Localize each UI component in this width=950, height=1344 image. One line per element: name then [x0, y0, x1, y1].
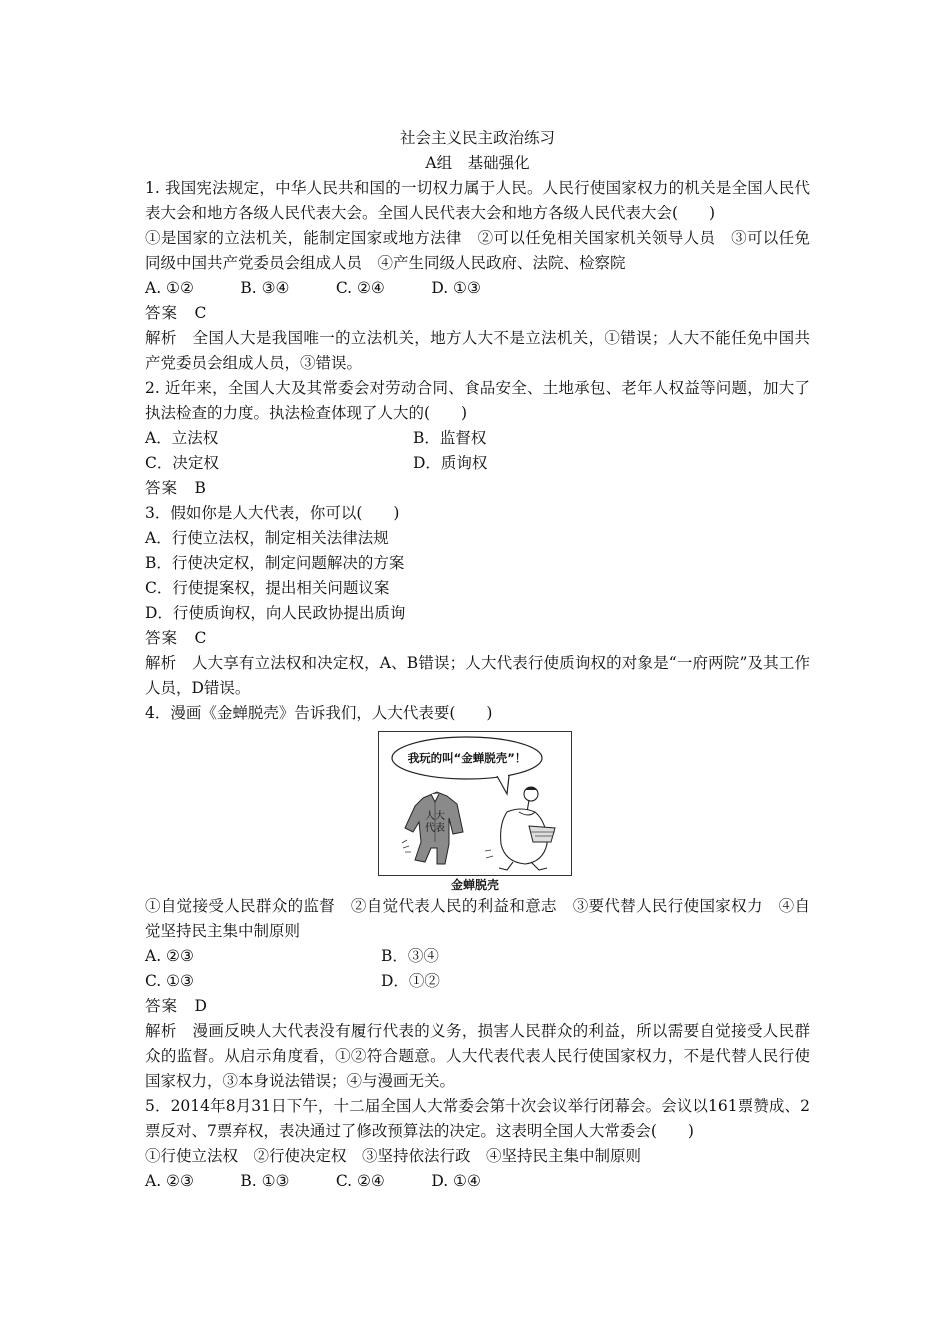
cartoon-caption: 金蝉脱壳 [450, 878, 499, 892]
cartoon-drawing [379, 732, 571, 875]
question-2-option-d: D．质询权 [413, 454, 488, 472]
question-4-option-c: C. ①③ [145, 972, 194, 990]
speech-bubble-text: 我玩的叫“金蝉脱壳”！ [407, 751, 527, 765]
empty-suit [402, 792, 463, 864]
question-4-option-d: D．①② [381, 972, 440, 990]
question-4-options-row-1 [145, 944, 810, 969]
question-3-explanation: 解析 人大享有立法权和决定权，A、B错误；人大代表行使质询权的对象是“一府两院”及其工作人员，D错误。 [145, 654, 810, 697]
question-3-option-d: D．行使质询权，向人民政协提出质询 [145, 604, 406, 622]
question-2-option-b: B．监督权 [413, 429, 487, 447]
question-3-option-b: B．行使决定权，制定问题解决的方案 [145, 554, 405, 572]
question-2-stem: 2. 近年来，全国人大及其常委会对劳动合同、食品安全、土地承包、老年人权益等问题，加大了执法检查的力度。执法检查体现了人大的( ) [145, 379, 810, 422]
speech-bubble-tail [497, 776, 509, 794]
group-title: A组 基础强化 [425, 154, 530, 172]
question-3-stem: 3．假如你是人大代表，你可以( ) [145, 504, 400, 522]
cartoon-frame [378, 731, 572, 876]
running-man [485, 787, 555, 870]
question-2-option-a: A．立法权 [145, 429, 219, 447]
worksheet-page [145, 126, 810, 1194]
question-3-option-c: C．行使提案权，提出相关问题议案 [145, 579, 390, 597]
question-2-option-c: C．决定权 [145, 454, 219, 472]
svg-text:人大: 人大 [425, 811, 445, 822]
question-4-explanation: 解析 漫画反映人大代表没有履行代表的义务，损害人民群众的利益，所以需要自觉接受人民群众的监督。从启示角度看，①②符合题意。人大代表代表人民行使国家权力，不是代替人民行使国家权力，③本身说法错误；④与漫画无关。 [145, 1022, 810, 1090]
question-5-stem: 5．2014年8月31日下午，十二届全国人大常委会第十次会议举行闭幕会。会议以161票赞成、2票反对、7票弃权，表决通过了修改预算法的决定。这表明全国人大常委会( ) [145, 1097, 810, 1140]
question-1-explanation: 解析 全国人大是我国唯一的立法机关，地方人大不是立法机关，①错误；人大不能任免中国共产党委员会组成人员，③错误。 [145, 329, 810, 372]
question-4-option-a: A. ②③ [145, 947, 194, 965]
cartoon-figure [378, 731, 572, 894]
question-5-options: A. ②③ B. ①③ C. ②④ D. ①④ [145, 1172, 481, 1190]
question-4-answer: 答案 D [145, 997, 208, 1015]
svg-text:代表: 代表 [425, 823, 445, 834]
page-title: 社会主义民主政治练习 [399, 129, 555, 147]
question-1-items: ①是国家的立法机关，能制定国家或地方法律 ②可以任免相关国家机关领导人员 ③可以任免同级中国共产党委员会组成人员 ④产生同级人民政府、法院、检察院 [145, 229, 810, 272]
question-5-items: ①行使立法权 ②行使决定权 ③坚持依法行政 ④坚持民主集中制原则 [145, 1147, 642, 1165]
question-3-option-a: A．行使立法权，制定相关法律法规 [145, 529, 389, 547]
question-1-answer: 答案 C [145, 304, 208, 322]
question-4-option-b: B．③④ [381, 947, 439, 965]
question-3-answer: 答案 C [145, 629, 208, 647]
question-4-options-row-2 [145, 969, 810, 994]
question-4-items: ①自觉接受人民群众的监督 ②自觉代表人民的利益和意志 ③要代替人民行使国家权力 ④自觉坚持民主集中制原则 [145, 897, 810, 940]
question-2-options-row-2 [145, 451, 810, 476]
question-4-stem: 4．漫画《金蝉脱壳》告诉我们，人大代表要( ) [145, 704, 493, 722]
question-1-stem: 1. 我国宪法规定，中华人民共和国的一切权力属于人民。人民行使国家权力的机关是全国人民代表大会和地方各级人民代表大会。全国人民代表大会和地方各级人民代表大会( ) [145, 179, 810, 222]
question-1-options: A. ①② B. ③④ C. ②④ D. ①③ [145, 279, 481, 297]
question-2-options-row-1 [145, 426, 810, 451]
question-2-answer: 答案 B [145, 479, 207, 497]
